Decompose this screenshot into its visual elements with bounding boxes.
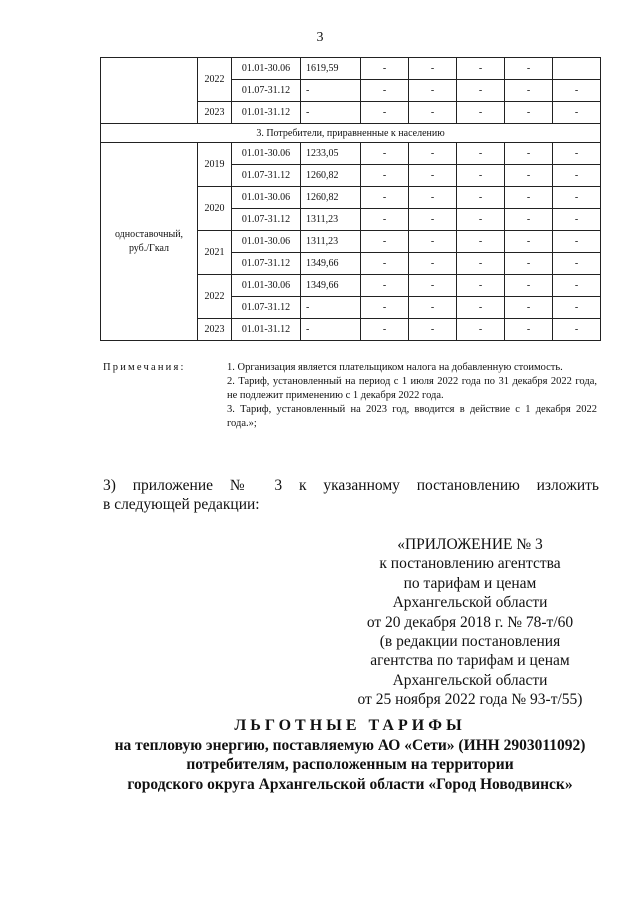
table-section-title <box>101 124 601 143</box>
appendix-line: Архангельской области <box>392 671 548 689</box>
table-cell: - <box>361 102 409 124</box>
table-cell: - <box>361 187 409 209</box>
year-cell: 2020 <box>198 187 232 231</box>
table-cell: - <box>457 165 505 187</box>
table-cell: - <box>553 143 601 165</box>
tariff-value-cell: 1349,66 <box>301 253 361 275</box>
table-cell: - <box>409 253 457 275</box>
note-item: 2. Тариф, установленный на период с 1 июля 2022 года по 31 декабря 2022 года, не подлежит применению с 1 декабря 2022 года. <box>227 376 597 401</box>
tariff-value-cell: - <box>301 319 361 341</box>
table-cell: - <box>457 231 505 253</box>
table-cell: - <box>361 209 409 231</box>
document-heading <box>60 716 640 794</box>
table-cell: - <box>457 209 505 231</box>
period-cell: 01.01-30.06 <box>232 275 301 297</box>
period-cell: 01.01-31.12 <box>232 102 301 124</box>
page-number: 3 <box>316 30 324 45</box>
table-row <box>101 58 601 80</box>
table-bottom-section <box>101 143 601 341</box>
heading-line: на тепловую энергию, поставляемую АО «Сети» (ИНН 2903011092) <box>114 736 586 754</box>
table-cell: - <box>553 231 601 253</box>
amendment-paragraph-line2: в следующей редакции: <box>103 496 260 513</box>
period-cell: 01.07-31.12 <box>232 297 301 319</box>
table-cell: - <box>505 275 553 297</box>
table-cell: - <box>505 231 553 253</box>
amendment-paragraph-line1: 3) приложение № 3 к указанному постановлению изложить <box>103 477 599 494</box>
table-cell: - <box>361 275 409 297</box>
table-cell: - <box>505 102 553 124</box>
appendix-line: к постановлению агентства <box>379 555 561 573</box>
table-cell: - <box>409 297 457 319</box>
year-cell: 2023 <box>198 102 232 124</box>
table-cell: - <box>505 297 553 319</box>
notes-list <box>227 361 597 431</box>
table-cell: - <box>361 165 409 187</box>
note-item: 1. Организация является плательщиком налога на добавленную стоимость. <box>227 362 563 373</box>
table-cell: - <box>409 165 457 187</box>
table-cell: - <box>409 58 457 80</box>
table-cell: - <box>361 319 409 341</box>
table-cell: - <box>505 253 553 275</box>
appendix-line: «ПРИЛОЖЕНИЕ № 3 <box>397 536 543 553</box>
heading-line: потребителям, расположенным на территории <box>186 756 514 773</box>
year-cell: 2019 <box>198 143 232 187</box>
tariff-value-cell: 1233,05 <box>301 143 361 165</box>
table-cell: - <box>457 187 505 209</box>
tariff-value-cell: 1311,23 <box>301 209 361 231</box>
period-cell: 01.07-31.12 <box>232 209 301 231</box>
table-cell: - <box>505 58 553 80</box>
table-cell: - <box>553 80 601 102</box>
tariff-value-cell: 1260,82 <box>301 165 361 187</box>
note-item: 3. Тариф, установленный на 2023 год, вводится в действие с 1 декабря 2022 года.»; <box>227 404 597 429</box>
appendix-line: агентства по тарифам и ценам <box>370 652 570 670</box>
appendix-line: от 25 ноября 2022 года № 93-т/55) <box>357 691 583 709</box>
period-cell: 01.01-31.12 <box>232 319 301 341</box>
category-cell <box>101 58 198 124</box>
table-cell: - <box>553 187 601 209</box>
table-cell: - <box>505 80 553 102</box>
tariff-value-cell: - <box>301 102 361 124</box>
appendix-line: (в редакции постановления <box>379 633 561 651</box>
section-title: 3. Потребители, приравненные к населению <box>101 124 601 143</box>
table-cell <box>553 58 601 80</box>
table-cell: - <box>553 319 601 341</box>
table-cell: - <box>409 209 457 231</box>
table-cell: - <box>505 187 553 209</box>
tariff-value-cell: 1349,66 <box>301 275 361 297</box>
heading-title: ЛЬГОТНЫЕ ТАРИФЫ <box>234 717 466 734</box>
tariff-table <box>100 57 601 341</box>
category-cell: одноставочный, руб./Гкал <box>101 143 198 341</box>
period-cell: 01.07-31.12 <box>232 253 301 275</box>
table-cell: - <box>409 80 457 102</box>
table-cell: - <box>361 297 409 319</box>
tariff-value-cell: - <box>301 80 361 102</box>
table-cell: - <box>553 297 601 319</box>
appendix-line: Архангельской области <box>392 594 548 612</box>
table-cell: - <box>457 275 505 297</box>
notes-label: Примечания: <box>103 362 186 373</box>
table-cell: - <box>457 58 505 80</box>
table-cell: - <box>553 275 601 297</box>
period-cell: 01.01-30.06 <box>232 143 301 165</box>
appendix-block <box>340 535 600 710</box>
table-cell: - <box>457 80 505 102</box>
table-cell: - <box>361 231 409 253</box>
appendix-line: от 20 декабря 2018 г. № 78-т/60 <box>366 613 574 631</box>
period-cell: 01.07-31.12 <box>232 165 301 187</box>
period-cell: 01.01-30.06 <box>232 187 301 209</box>
table-cell: - <box>409 275 457 297</box>
year-cell: 2023 <box>198 319 232 341</box>
year-cell: 2022 <box>198 275 232 319</box>
table-cell: - <box>409 102 457 124</box>
table-cell: - <box>553 165 601 187</box>
table-cell: - <box>409 187 457 209</box>
table-cell: - <box>553 253 601 275</box>
table-cell: - <box>457 319 505 341</box>
table-row <box>101 143 601 165</box>
table-row <box>101 124 601 143</box>
table-cell: - <box>409 231 457 253</box>
table-cell: - <box>505 165 553 187</box>
table-cell: - <box>505 319 553 341</box>
table-cell: - <box>553 102 601 124</box>
tariff-value-cell: 1311,23 <box>301 231 361 253</box>
table-cell: - <box>457 297 505 319</box>
table-cell: - <box>409 319 457 341</box>
tariff-value-cell: - <box>301 297 361 319</box>
table-cell: - <box>361 58 409 80</box>
table-cell: - <box>505 143 553 165</box>
heading-line: городского округа Архангельской области «Город Новодвинск» <box>127 775 573 793</box>
year-cell: 2022 <box>198 58 232 102</box>
table-cell: - <box>505 209 553 231</box>
year-cell: 2021 <box>198 231 232 275</box>
table-cell: - <box>457 102 505 124</box>
table-top-section <box>101 58 601 124</box>
table-cell: - <box>361 80 409 102</box>
appendix-line: по тарифам и ценам <box>403 574 537 592</box>
table-cell: - <box>553 209 601 231</box>
table-cell: - <box>457 253 505 275</box>
table-cell: - <box>409 143 457 165</box>
period-cell: 01.01-30.06 <box>232 231 301 253</box>
table-cell: - <box>361 143 409 165</box>
table-cell: - <box>361 253 409 275</box>
period-cell: 01.01-30.06 <box>232 58 301 80</box>
table-cell: - <box>457 143 505 165</box>
tariff-value-cell: 1260,82 <box>301 187 361 209</box>
period-cell: 01.07-31.12 <box>232 80 301 102</box>
tariff-value-cell: 1619,59 <box>301 58 361 80</box>
